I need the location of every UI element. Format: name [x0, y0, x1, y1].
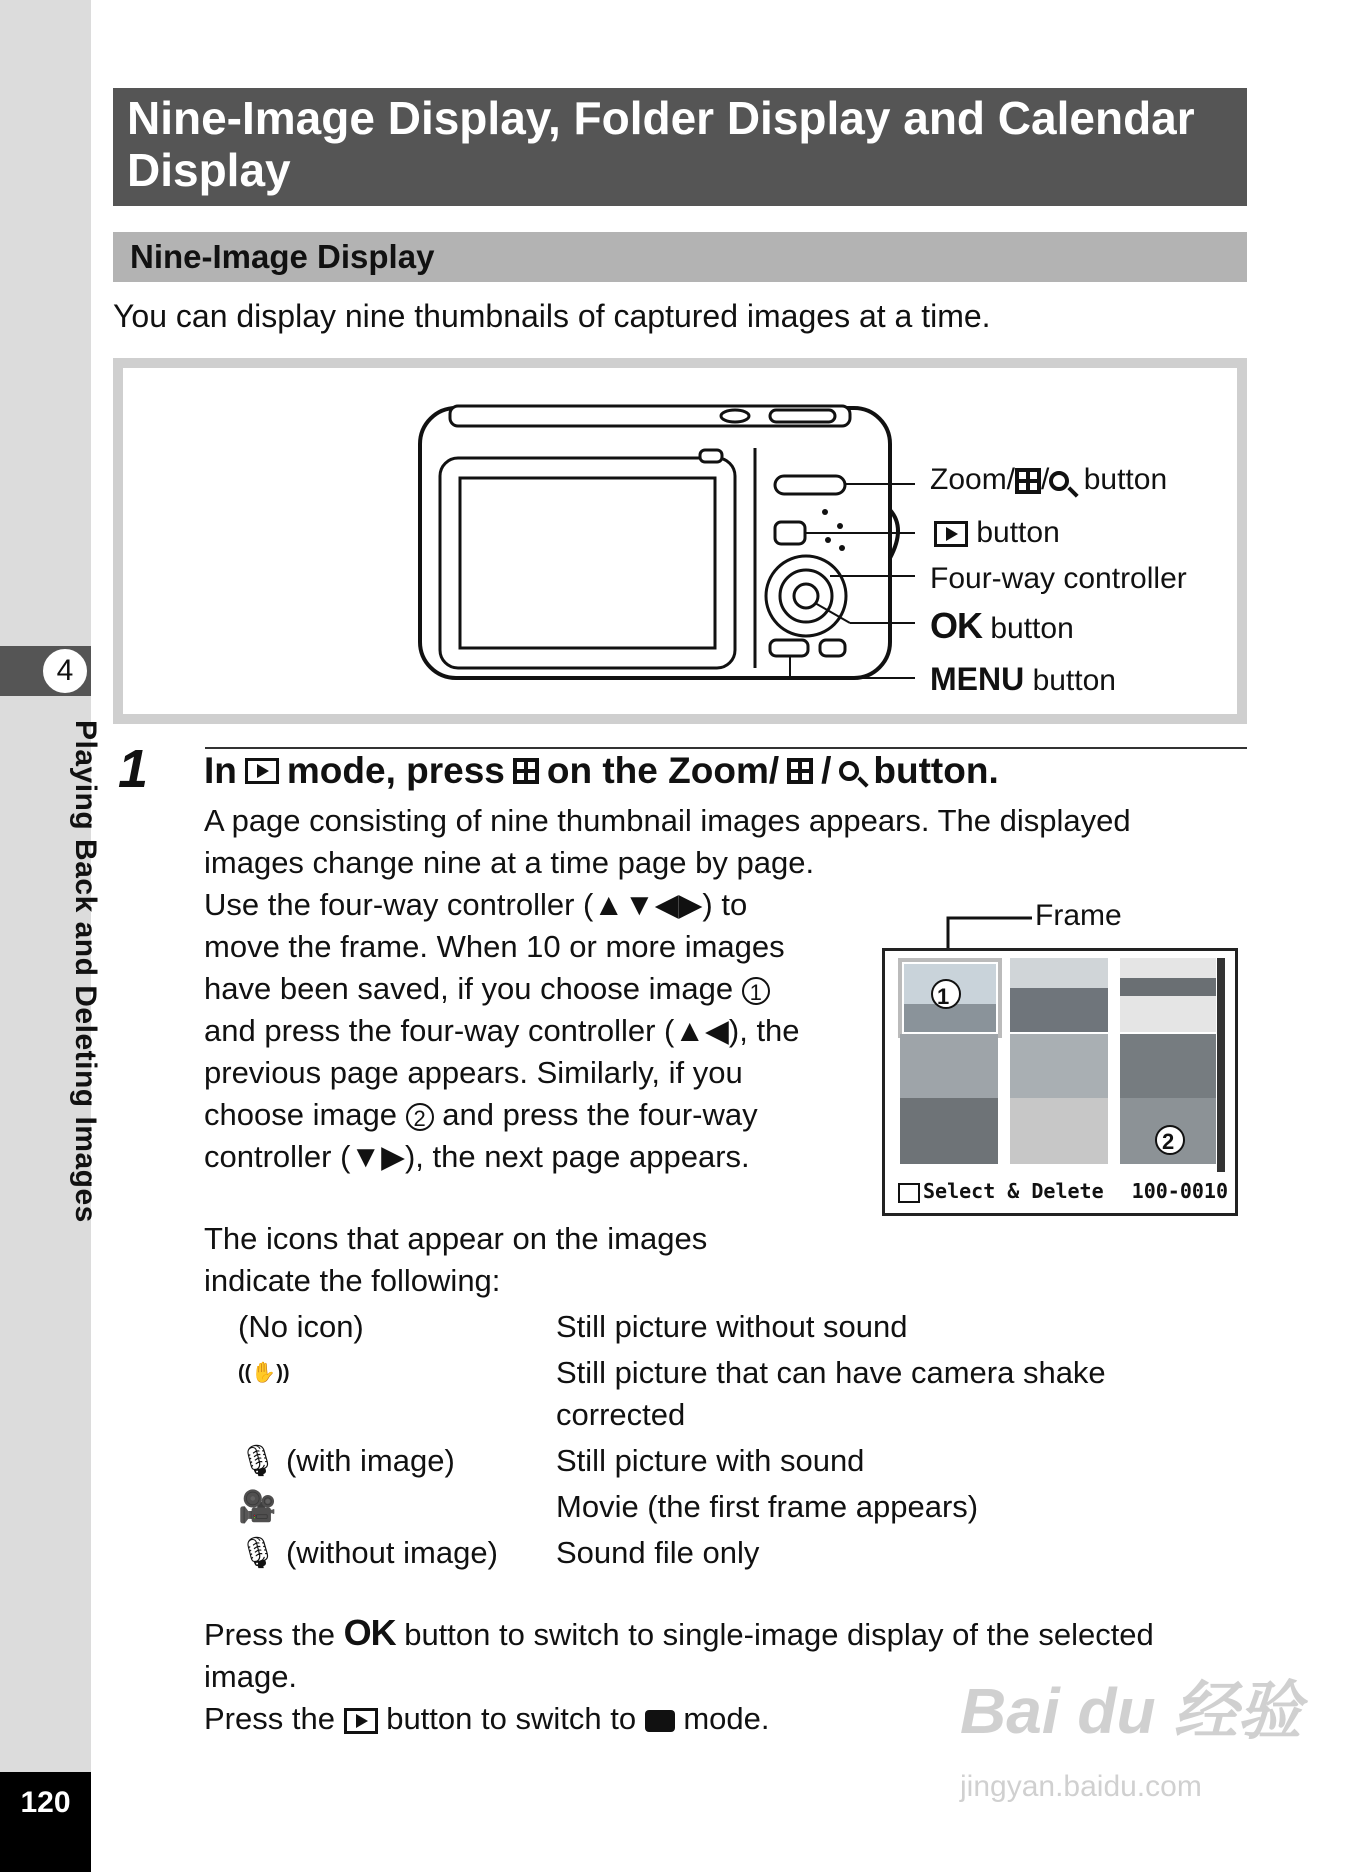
- magnify-icon: [1049, 471, 1069, 491]
- screen-scrollbar: [1217, 958, 1225, 1172]
- thumb-dolphin: [900, 1098, 998, 1164]
- footer-file-number: 100-0010: [1131, 1179, 1228, 1203]
- step-para-1: [204, 800, 1131, 884]
- trash-icon: [898, 1183, 920, 1203]
- text-line: [204, 968, 800, 1010]
- step-title-part: In: [204, 750, 237, 791]
- text-line: Use the four-way controller (▲▼◀▶) to: [204, 887, 748, 922]
- frame-label: Frame: [1035, 899, 1122, 932]
- ok-callout: [930, 605, 1074, 647]
- ok-callout-suffix: button: [990, 612, 1074, 645]
- microphone-icon: 🎙: [238, 1535, 278, 1570]
- text-fragment: have been saved, if you choose image: [204, 971, 734, 1006]
- text-fragment: and press the four-way: [442, 1097, 758, 1132]
- shake-icon: ((✋)): [238, 1362, 290, 1384]
- play-callout-suffix: button: [976, 516, 1060, 549]
- fourway-callout: Four-way controller: [930, 562, 1187, 595]
- icon-cell: (No icon): [238, 1309, 364, 1344]
- text-fragment: choose image: [204, 1097, 398, 1132]
- step-divider: [205, 747, 1247, 749]
- text-line: A page consisting of nine thumbnail images appears. The displayed: [204, 803, 1131, 838]
- playback-icon: [934, 521, 968, 547]
- text-line: controller (▼▶), the next page appears.: [204, 1139, 750, 1174]
- text-line: [204, 1612, 1244, 1656]
- icon-row: [238, 1532, 1106, 1578]
- menu-callout-suffix: button: [1032, 664, 1116, 697]
- camera-icon: [645, 1710, 675, 1732]
- icon-cell: [238, 1486, 556, 1532]
- icon-row: [238, 1394, 1106, 1440]
- section-intro: You can display nine thumbnails of captured images at a time.: [113, 298, 991, 334]
- icon-row: [238, 1440, 1106, 1486]
- desc-cell: Still picture with sound: [556, 1443, 865, 1478]
- desc-cell: Sound file only: [556, 1535, 760, 1570]
- desc-cell: Movie (the first frame appears): [556, 1489, 979, 1524]
- thumb-trees: [1120, 1034, 1216, 1098]
- thumb-tower: [1010, 1034, 1108, 1098]
- thumb-city: [900, 1034, 998, 1098]
- step-title-part: on the Zoom/: [546, 750, 780, 791]
- text-fragment: button to switch to single-image display of the selected: [404, 1617, 1154, 1652]
- text-fragment: mode.: [683, 1701, 770, 1736]
- desc-cell: Still picture that can have camera shake: [556, 1355, 1106, 1390]
- menu-key-label: MENU: [930, 661, 1025, 697]
- playback-icon: [245, 758, 279, 784]
- step-title-part: mode, press: [286, 750, 505, 791]
- menu-callout: [930, 661, 1116, 698]
- desc-cell: corrected: [556, 1397, 686, 1432]
- zoom-callout: Zoom/ / button: [930, 463, 1168, 496]
- movie-icon: 🎥: [238, 1489, 277, 1524]
- microphone-icon: 🎙: [238, 1443, 278, 1478]
- text-line: previous page appears. Similarly, if you: [204, 1055, 743, 1090]
- grid-icon: [1015, 468, 1041, 494]
- text-line: image.: [204, 1659, 298, 1694]
- desc-cell: Still picture without sound: [556, 1309, 908, 1344]
- icon-label: (without image): [285, 1535, 498, 1570]
- text-fragment: Press the: [204, 1701, 335, 1736]
- grid-icon: [787, 758, 813, 784]
- page-number: 120: [20, 1786, 71, 1819]
- camera-illustration: [410, 398, 930, 698]
- text-fragment: button to switch to: [386, 1701, 637, 1736]
- watermark-logo: Bai du 经验: [960, 1675, 1302, 1747]
- text-fragment: Press the: [204, 1617, 335, 1652]
- icon-label: (with image): [285, 1443, 455, 1478]
- step-title: In mode, press on the Zoom/ / button.: [204, 750, 999, 791]
- text-line: move the frame. When 10 or more images: [204, 929, 785, 964]
- section-title: Nine-Image Display: [113, 232, 1247, 282]
- play-callout: [934, 516, 1060, 550]
- step-para-2: [204, 884, 800, 1178]
- circle-number-2: 2: [406, 1103, 434, 1131]
- text-line: images change nine at a time page by page.: [204, 845, 815, 880]
- thumb-circle-1: 1: [937, 984, 950, 1009]
- page-title: Nine-Image Display, Folder Display and Calendar Display: [113, 88, 1247, 206]
- icons-intro: [204, 1218, 707, 1302]
- zoom-callout-suffix: button: [1083, 463, 1168, 496]
- chapter-number: 4: [40, 646, 90, 696]
- icon-row: [238, 1486, 1106, 1532]
- watermark-url: jingyan.baidu.com: [960, 1770, 1202, 1803]
- step-title-part: button.: [873, 750, 999, 791]
- thumb-sound-only: [1010, 1098, 1108, 1164]
- text-line: indicate the following:: [204, 1263, 501, 1298]
- footer-left: [898, 1179, 1104, 1203]
- zoom-callout-label: Zoom/: [930, 463, 1016, 496]
- chapter-title: Playing Back and Deleting Images: [69, 720, 102, 1223]
- icon-row: [238, 1306, 1106, 1352]
- icon-cell: [238, 1394, 556, 1440]
- icon-cell: [238, 1532, 556, 1578]
- icon-cell: [238, 1440, 556, 1486]
- circle-number-1: 1: [742, 977, 770, 1005]
- screen-footer: [898, 1176, 1228, 1206]
- ok-key-label: OK: [930, 605, 982, 646]
- text-line: The icons that appear on the images: [204, 1221, 708, 1256]
- playback-icon: [344, 1708, 378, 1734]
- grid-icon: [513, 758, 539, 784]
- ok-key-label: OK: [343, 1612, 396, 1653]
- magnify-icon: [839, 761, 859, 781]
- text-line: and press the four-way controller (▲◀), the: [204, 1013, 800, 1048]
- step-number: 1: [118, 739, 149, 799]
- thumb-circle-2: 2: [1162, 1129, 1175, 1154]
- icons-table: [238, 1306, 1106, 1578]
- footer-select-delete: Select & Delete: [923, 1179, 1104, 1203]
- text-line: [204, 1094, 800, 1136]
- icon-row: [238, 1352, 1106, 1394]
